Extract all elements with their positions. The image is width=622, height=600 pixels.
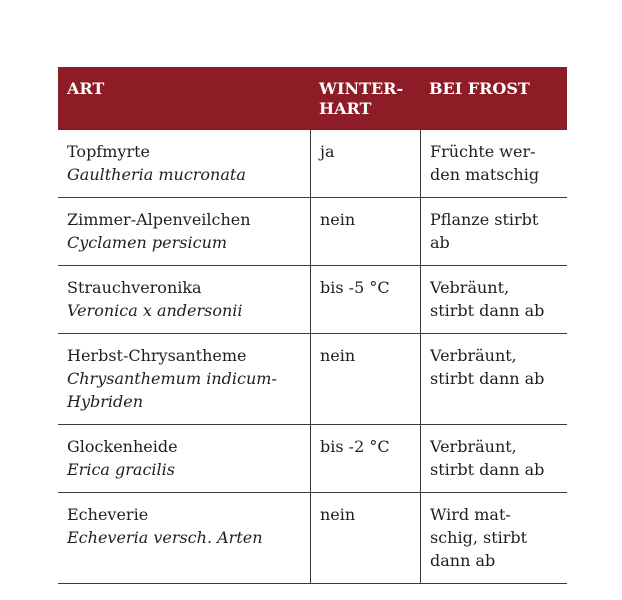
frost-effect-line: stirbt dann ab	[430, 369, 545, 388]
botanical-name: Cyclamen persicum	[67, 233, 228, 252]
table-header	[58, 67, 567, 129]
table-row	[58, 492, 567, 583]
species-cell	[58, 334, 310, 424]
species-cell	[58, 130, 310, 197]
species-cell	[58, 493, 310, 583]
frost-effect-line: Wird mat-	[430, 505, 511, 524]
botanical-name: Gaultheria mucronata	[67, 165, 246, 184]
table-row	[58, 197, 567, 265]
botanical-name: Veronica x andersonii	[67, 301, 243, 320]
header-winterhart-line2: HART	[319, 99, 372, 118]
winterhart-cell: bis -2 °C	[310, 425, 420, 492]
winterhart-cell: nein	[310, 334, 420, 424]
frost-effect-line: den matschig	[430, 165, 540, 184]
frost-effect-cell	[420, 130, 567, 197]
frost-effect-line: Früchte wer-	[430, 142, 536, 161]
frost-effect-line: Verbräunt,	[430, 437, 517, 456]
frost-effect-line: stirbt dann ab	[430, 301, 545, 320]
common-name: Echeverie	[67, 505, 149, 524]
botanical-name: Echeveria versch. Arten	[67, 528, 263, 547]
table-row	[58, 333, 567, 424]
frost-effect-cell	[420, 266, 567, 333]
species-cell	[58, 425, 310, 492]
table-row	[58, 424, 567, 492]
botanical-name: Chrysanthemum indicum-	[67, 369, 277, 388]
table-row	[58, 265, 567, 333]
frost-effect-cell	[420, 334, 567, 424]
botanical-name: Erica gracilis	[67, 460, 175, 479]
table-body	[58, 129, 567, 583]
table-row	[58, 129, 567, 197]
header-winterhart-line1: WINTER-	[319, 79, 404, 98]
frost-effect-line: Verbräunt,	[430, 346, 517, 365]
botanical-name: Hybriden	[67, 392, 144, 411]
common-name: Glockenheide	[67, 437, 178, 456]
common-name: Strauchveronika	[67, 278, 202, 297]
winterhart-cell: nein	[310, 493, 420, 583]
frost-effect-line: ab	[430, 233, 450, 252]
frost-effect-line: schig, stirbt	[430, 528, 528, 547]
frost-effect-cell	[420, 493, 567, 583]
plant-frost-table	[58, 67, 567, 584]
frost-effect-line: Pflanze stirbt	[430, 210, 539, 229]
common-name: Herbst-Chrysantheme	[67, 346, 247, 365]
frost-effect-cell	[420, 425, 567, 492]
common-name: Zimmer-Alpenveilchen	[67, 210, 251, 229]
winterhart-cell: bis -5 °C	[310, 266, 420, 333]
species-cell	[58, 198, 310, 265]
common-name: Topfmyrte	[67, 142, 150, 161]
species-cell	[58, 266, 310, 333]
header-art: ART	[67, 79, 105, 98]
frost-effect-cell	[420, 198, 567, 265]
frost-effect-line: dann ab	[430, 551, 496, 570]
winterhart-cell: nein	[310, 198, 420, 265]
header-bei-frost: BEI FROST	[429, 79, 530, 98]
winterhart-cell: ja	[310, 130, 420, 197]
frost-effect-line: Vebräunt,	[430, 278, 510, 297]
header-winterhart	[310, 67, 420, 129]
frost-effect-line: stirbt dann ab	[430, 460, 545, 479]
